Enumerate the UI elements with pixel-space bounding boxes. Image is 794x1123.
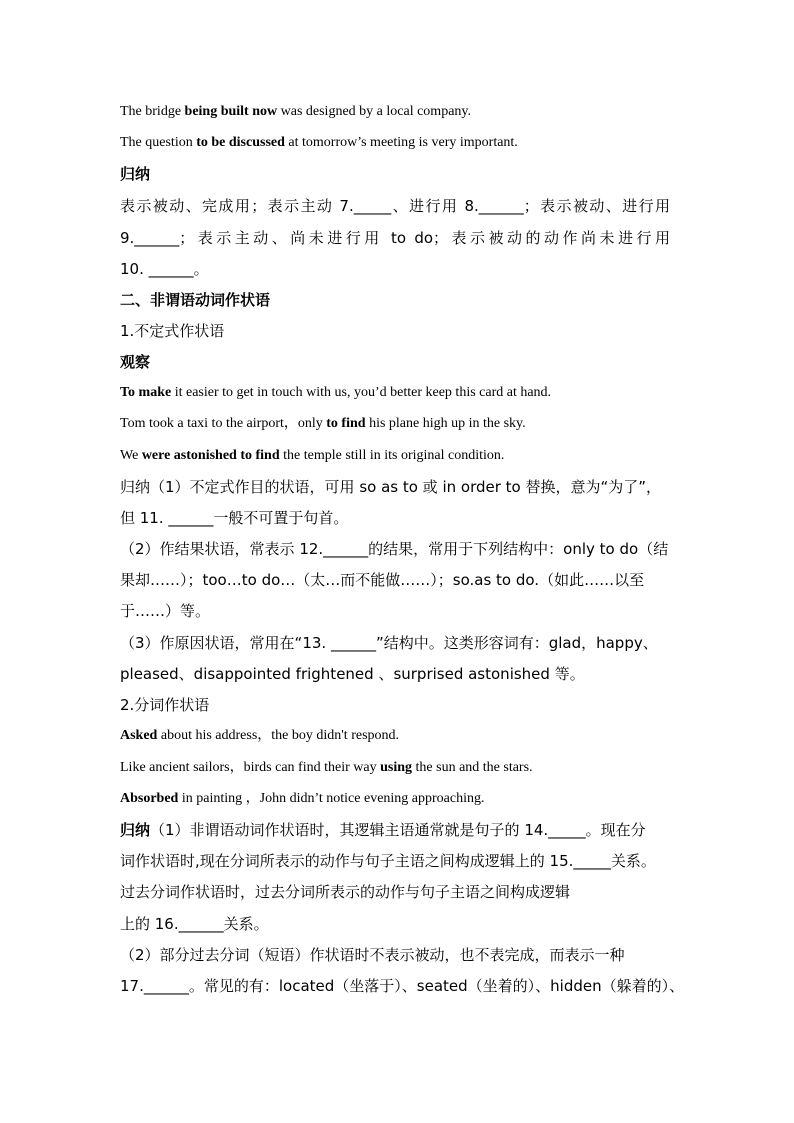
summary-line: 于……）等。 (120, 602, 211, 620)
section-heading: 归纳 (120, 165, 151, 183)
example-sentence: Absorbed in painting ，John didn’t notice evening approaching. (120, 791, 485, 806)
example-sentence: Tom took a taxi to the airport，only to find his plane high up in the sky. (120, 416, 526, 431)
summary-line: pleased、disappointed frightened 、surprised astonished 等。 (120, 665, 585, 683)
summary-line: 9.______；表示主动、尚未进行用 to do；表示被动的动作尚未进行用 (120, 229, 670, 247)
section-heading: 观察 (120, 353, 151, 371)
summary-line: 但 11. ______一般不可置于句首。 (120, 509, 349, 527)
subsection-title: 1.不定式作状语 (120, 322, 225, 340)
section-title: 二、非谓语动词作状语 (120, 291, 271, 309)
example-sentence: We were astonished to find the temple still in its original condition. (120, 448, 505, 463)
summary-line: 过去分词作状语时，过去分词所表示的动作与句子主语之间构成逻辑 (120, 883, 571, 901)
example-sentence: Asked about his address，the boy didn't respond. (120, 728, 400, 743)
summary-line: 17.______。常见的有：located（坐落于）、seated（坐着的）、hidden（躲着的）、 (120, 977, 685, 995)
summary-line: （2）部分过去分词（短语）作状语时不表示被动，也不表完成，而表示一种 (120, 946, 625, 964)
example-sentence: The bridge being built now was designed by a local company. (120, 104, 471, 119)
summary-line: 果却……）；too…to do…（太…而不能做……）；so.as to do.（如此……以至 (120, 571, 645, 589)
summary-line: 表示被动、完成用；表示主动 7._____、进行用 8.______；表示被动、进行用 (120, 197, 670, 215)
summary-line: 10. ______。 (120, 260, 209, 278)
example-sentence: The question to be discussed at tomorrow’s meeting is very important. (120, 135, 518, 150)
summary-line: 归纳（1）非谓语动词作状语时，其逻辑主语通常就是句子的 14._____。现在分 (120, 821, 646, 839)
summary-line: （2）作结果状语，常表示 12.______的结果，常用于下列结构中：only to do（结 (120, 540, 669, 558)
subsection-title: 2.分词作状语 (120, 696, 210, 714)
summary-line: 词作状语时,现在分词所表示的动作与句子主语之间构成逻辑上的 15._____关系。 (120, 852, 656, 870)
summary-line: 上的 16.______关系。 (120, 915, 269, 933)
example-sentence: To make it easier to get in touch with us, you’d better keep this card at hand. (120, 385, 552, 400)
example-sentence: Like ancient sailors，birds can find their way using the sun and the stars. (120, 760, 533, 775)
summary-line: 归纳（1）不定式作目的状语，可用 so as to 或 in order to 替换，意为“为了”， (120, 478, 662, 496)
summary-line: （3）作原因状语，常用在“13. ______”结构中。这类形容词有：glad，happy、 (120, 634, 658, 652)
